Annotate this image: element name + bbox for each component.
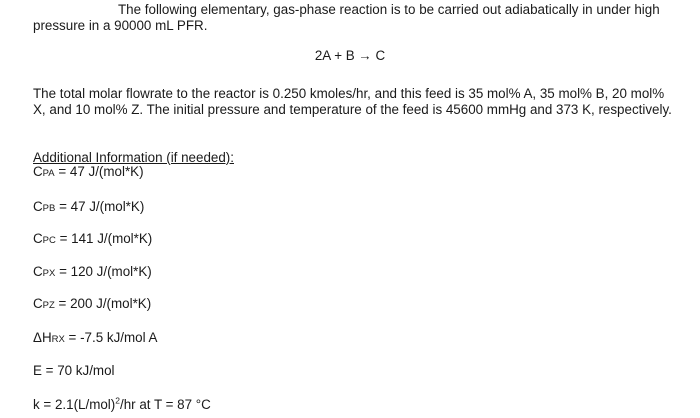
delta-h-rx-line: ΔHRX = -7.5 kJ/mol A: [33, 330, 158, 345]
activation-energy-line: E = 70 kJ/mol: [33, 363, 115, 378]
feed-paragraph: The total molar flowrate to the reactor is 0.250 kmoles/hr, and this feed is 35 mol% A, 35 mol% B, 20 mol% X, and 10 mol% Z. The initial pressure and temperature of the feed is 45600 mmHg and 373 K, respectively.: [33, 86, 672, 117]
intro-paragraph: The following elementary, gas-phase reaction is to be carried out adiabatically in under high pressure in a 90000 mL PFR.: [33, 2, 660, 33]
cpx-line: CPX = 120 J/(mol*K): [33, 264, 152, 279]
reaction-equation: 2A + B → C: [314, 48, 386, 63]
cpa-line: CPA = 47 J/(mol*K): [33, 164, 144, 179]
rate-constant-line: $k = 2.1(L/mol)^2/hr$ at T = 87 °C: [33, 395, 211, 412]
additional-info-heading: Additional Information (if needed):: [33, 150, 234, 165]
cpz-line: CPZ = 200 J/(mol*K): [33, 296, 152, 311]
cpb-line: CPB = 47 J/(mol*K): [33, 199, 145, 214]
cpc-line: CPC = 141 J/(mol*K): [33, 231, 153, 246]
